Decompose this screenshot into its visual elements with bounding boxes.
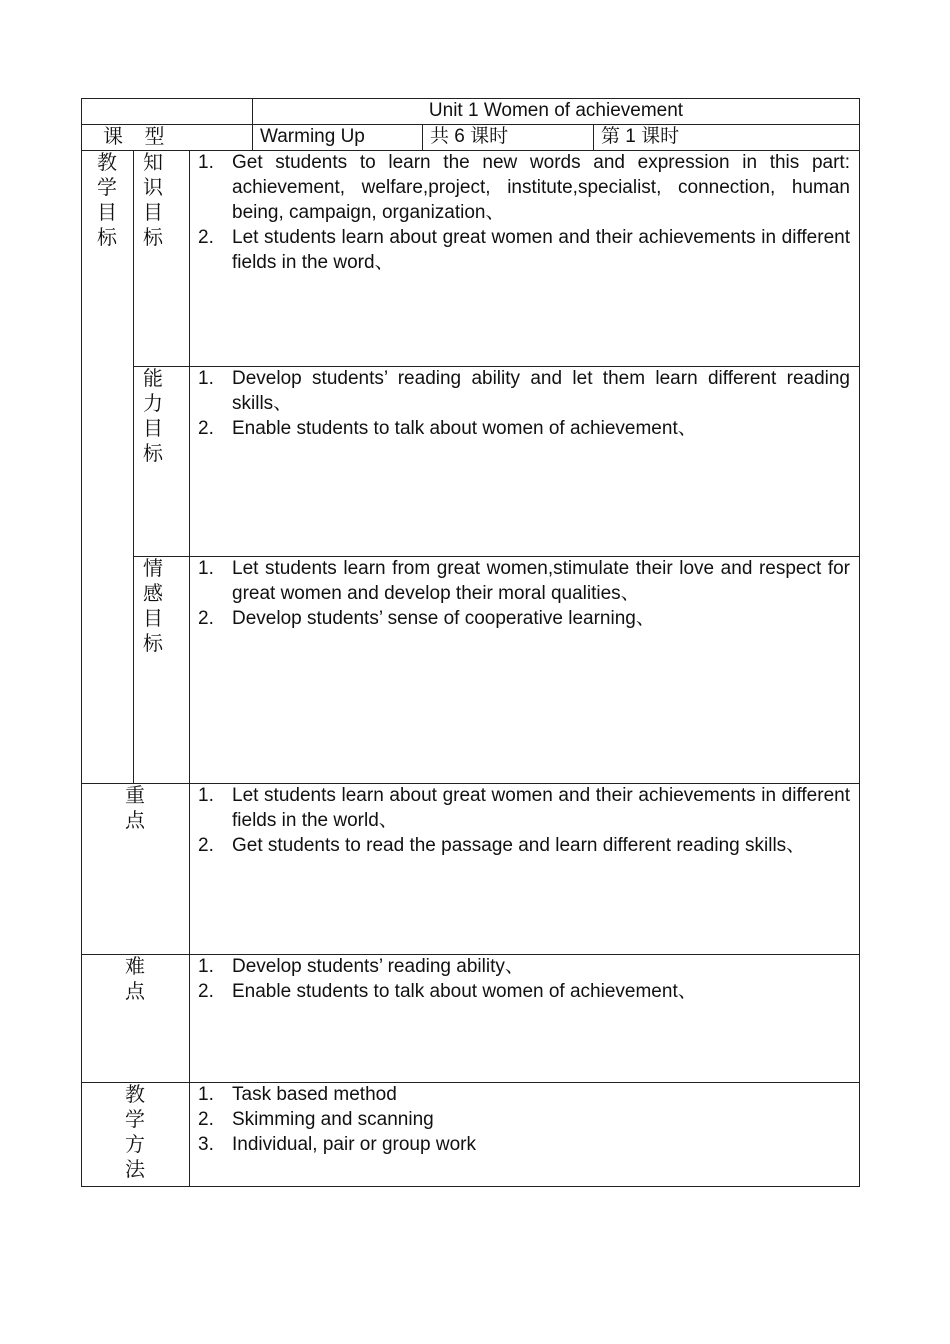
difficult-points-label: 难 点	[125, 956, 145, 1003]
total-periods: 共 6 课时	[430, 126, 509, 147]
key-points-label: 重 点	[125, 785, 145, 832]
lesson-plan-table	[81, 98, 860, 1188]
list-item: 2. Develop students’ sense of cooperative learning、	[198, 608, 655, 629]
list-item: 2. Enable students to talk about women of achievement、	[198, 981, 697, 1002]
unit-title: Unit 1 Women of achievement	[428, 100, 684, 121]
objectives-label: 教 学 目 标	[97, 152, 117, 249]
methods-content	[190, 1082, 859, 1157]
knowledge-objectives-content	[190, 150, 859, 275]
methods-label: 教 学 方 法	[125, 1084, 145, 1181]
grid-line	[859, 98, 860, 1187]
grid-line	[133, 150, 134, 783]
list-item: 2. Enable students to talk about women of achievement、	[198, 418, 697, 439]
grid-line	[81, 98, 82, 1187]
class-type-label: 课 型	[103, 126, 173, 148]
list-item: 1. Get students to learn the new words and expression in this part: achievement, welfare,project, institute,specialist, connection, human being, campaign, organization、	[198, 152, 850, 223]
list-item: 2. Let students learn about great women and their achievements in different fields in the word、	[198, 227, 850, 273]
list-item: 1. Develop students’ reading ability、	[198, 956, 524, 977]
class-type-value: Warming Up	[260, 126, 365, 147]
grid-line	[81, 1186, 860, 1187]
period-number: 第 1 课时	[601, 126, 680, 147]
ability-objectives-content	[190, 366, 859, 441]
emotion-objectives-label: 情 感 目 标	[143, 558, 163, 655]
list-item: 1. Task based method	[198, 1084, 397, 1105]
list-item: 3. Individual, pair or group work	[198, 1134, 476, 1155]
list-item: 1. Let students learn about great women and their achievements in different fields in the world、	[198, 785, 850, 831]
emotion-objectives-content	[190, 556, 859, 631]
list-item: 2. Get students to read the passage and learn different reading skills、	[198, 835, 806, 856]
key-points-content	[190, 783, 859, 858]
list-item: 2. Skimming and scanning	[198, 1109, 434, 1130]
grid-line	[189, 150, 190, 1186]
list-item: 1. Let students learn from great women,stimulate their love and respect for great women and develop their moral qualities、	[198, 558, 850, 604]
difficult-points-content	[190, 954, 859, 1004]
knowledge-objectives-label: 知 识 目 标	[143, 152, 163, 249]
ability-objectives-label: 能 力 目 标	[143, 368, 163, 465]
list-item: 1. Develop students’ reading ability and let them learn different reading skills、	[198, 368, 850, 414]
